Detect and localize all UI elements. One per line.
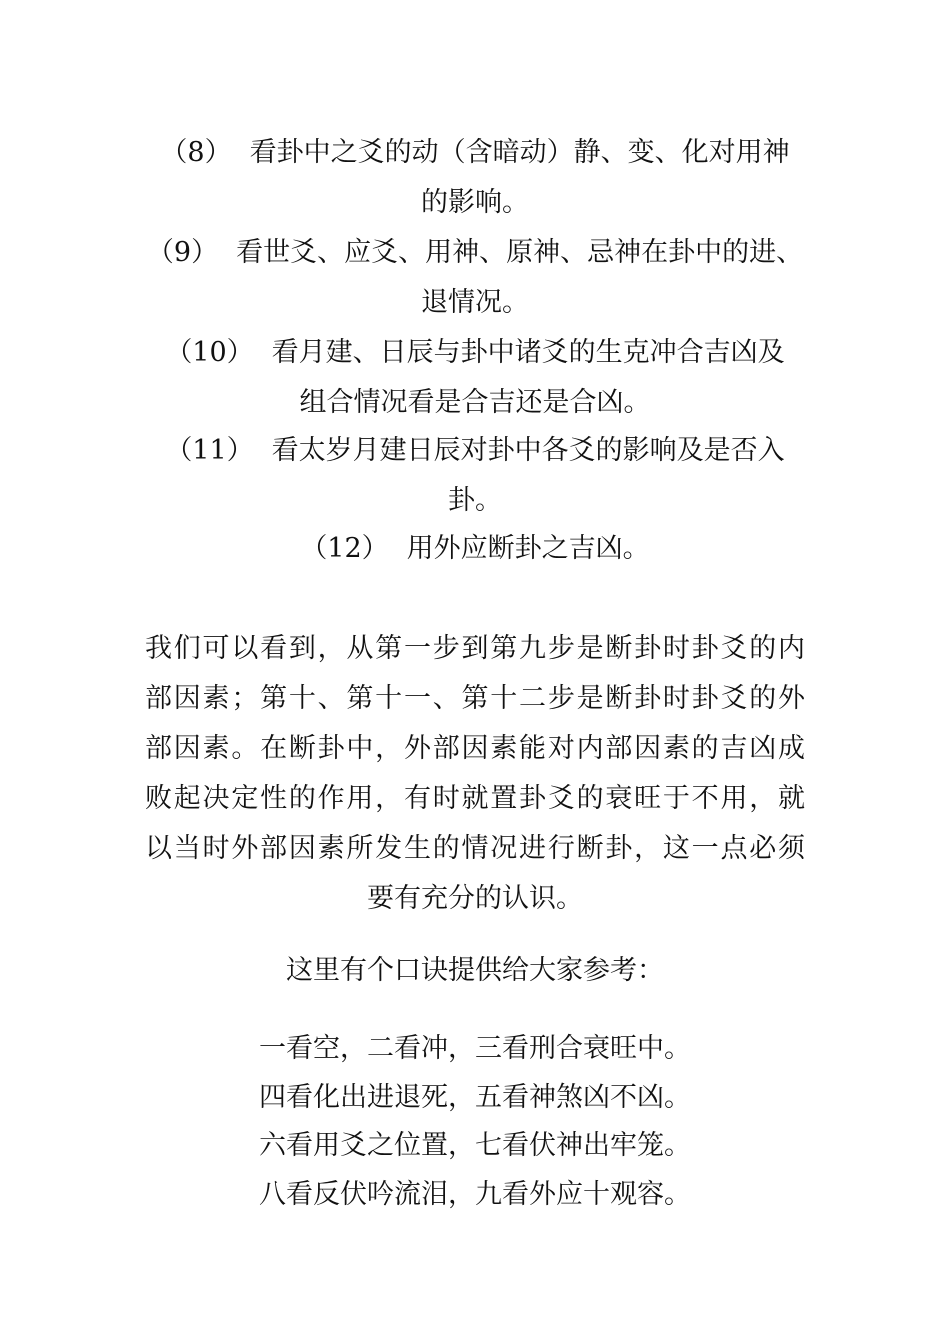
- list-text: 看世爻、应爻、用神、原神、忌神在卦中的进、: [236, 237, 804, 268]
- list-text: 用外应断卦之吉凶。: [406, 533, 650, 564]
- body-paragraph: [145, 624, 805, 924]
- list-item-9-continuation: 退情况。: [421, 287, 529, 318]
- list-number: （10）: [165, 337, 254, 368]
- list-item-12: [0, 524, 950, 574]
- list-item-9: [0, 228, 950, 278]
- list-item-8: [0, 128, 950, 178]
- verse-line: 八看反伏吟流泪，九看外应十观容。: [259, 1179, 691, 1210]
- list-text: 看太岁月建日辰对卦中各爻的影响及是否入: [271, 435, 785, 466]
- paragraph-line: 要有充分的认识。: [367, 883, 583, 914]
- paragraph-line: 以当时外部因素所发生的情况进行断卦，这一点必须: [145, 833, 805, 864]
- list-item-10: [0, 328, 950, 378]
- paragraph-line: 败起决定性的作用，有时就置卦爻的衰旺于不用，就: [145, 783, 805, 814]
- list-item-11: [0, 426, 950, 476]
- list-item-10-continuation: 组合情况看是合吉还是合凶。: [299, 387, 651, 418]
- verse-line: 一看空，二看冲，三看刑合衰旺中。: [259, 1033, 691, 1064]
- list-number: （8）: [160, 137, 232, 168]
- verse-line: 四看化出进退死，五看神煞凶不凶。: [259, 1082, 691, 1113]
- list-number: （11）: [165, 435, 254, 466]
- list-text: 看月建、日辰与卦中诸爻的生克冲合吉凶及: [271, 337, 785, 368]
- list-text: 看卦中之爻的动（含暗动）静、变、化对用神: [249, 137, 790, 168]
- verse-line: 六看用爻之位置，七看伏神出牢笼。: [259, 1130, 691, 1161]
- paragraph-line: 我们可以看到，从第一步到第九步是断卦时卦爻的内: [145, 633, 805, 664]
- list-number: （12）: [300, 533, 389, 564]
- list-item-8-continuation: 的影响。: [421, 187, 529, 218]
- verse-intro: 这里有个口诀提供给大家参考：: [286, 955, 664, 986]
- paragraph-line: 部因素。在断卦中，外部因素能对内部因素的吉凶成: [145, 733, 805, 764]
- list-item-11-continuation: 卦。: [448, 485, 502, 516]
- list-number: （9）: [146, 237, 219, 268]
- paragraph-line: 部因素；第十、第十一、第十二步是断卦时卦爻的外: [145, 683, 805, 714]
